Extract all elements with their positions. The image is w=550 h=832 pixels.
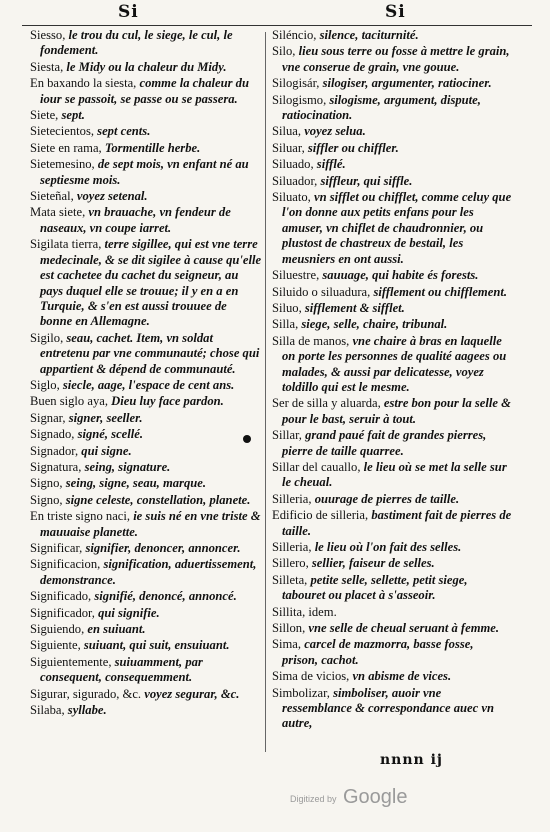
- entry-headword: Buen siglo aya,: [30, 394, 108, 409]
- entry-translation: sept.: [61, 108, 85, 123]
- entry-translation: qui signe.: [81, 443, 132, 458]
- running-head-left: Si: [118, 2, 139, 22]
- dictionary-entry: [272, 686, 512, 732]
- entry-translation: vn brauache, vn fendeur de naseaux, vn coupe iarret.: [40, 205, 231, 235]
- dictionary-entry: [272, 76, 512, 91]
- entry-headword: Silla de manos,: [272, 333, 350, 348]
- entry-headword: Silaba,: [30, 703, 65, 718]
- dictionary-entry: [272, 157, 512, 172]
- entry-headword: Silogismo,: [272, 92, 327, 107]
- entry-translation: siffleur, qui siffle.: [320, 173, 413, 188]
- dictionary-entry: [272, 508, 512, 539]
- dictionary-entry: [272, 174, 512, 189]
- entry-headword: Sigurar, sigurado, &c.: [30, 686, 142, 701]
- dictionary-entry: [30, 589, 262, 604]
- dictionary-entry: [30, 509, 262, 540]
- entry-translation: ie suis né en vne triste & mauuaise planette.: [40, 509, 261, 539]
- dictionary-entry: [30, 124, 262, 139]
- entry-translation: silogiser, argumenter, ratiociner.: [322, 76, 492, 91]
- dictionary-entry: [30, 638, 262, 653]
- entry-translation: Dieu luy face pardon.: [111, 394, 224, 409]
- entry-translation: suiuant, qui suit, ensuiuant.: [83, 638, 230, 653]
- dictionary-entry: [30, 557, 262, 588]
- dictionary-entry: [272, 428, 512, 459]
- dictionary-entry: [30, 331, 262, 377]
- signature-mark: nnnn ij: [380, 752, 443, 768]
- entry-headword: Siluo,: [272, 300, 302, 315]
- entry-translation: ouurage de pierres de taille.: [314, 491, 460, 506]
- entry-translation: sifflé.: [316, 157, 346, 172]
- entry-translation: lieu sous terre ou fosse à mettre le grain, vne conserue de grain, vne gouue.: [282, 44, 510, 74]
- entry-translation: le trou du cul, le siege, le cul, le fondement.: [40, 28, 233, 58]
- entry-headword: Sima,: [272, 637, 302, 652]
- entry-headword: Sietemesino,: [30, 157, 95, 172]
- entry-translation: estre bon pour la selle & pour le bast, seruir à tout.: [282, 396, 511, 426]
- header-rule: [22, 25, 532, 26]
- entry-headword: Sillita, idem.: [272, 604, 337, 619]
- entry-headword: Siluestre,: [272, 268, 320, 283]
- entry-translation: silogisme, argument, dispute, ratiocination.: [282, 92, 481, 123]
- dictionary-entry: [30, 493, 262, 508]
- entry-translation: signifier, denoncer, annoncer.: [85, 541, 241, 555]
- entry-headword: Siluador,: [272, 173, 318, 188]
- dictionary-entry: [30, 394, 262, 409]
- entry-translation: syllabe.: [67, 703, 107, 718]
- dictionary-entry: [272, 285, 512, 300]
- dictionary-entry: [30, 427, 262, 442]
- entry-headword: Sillar del cauallo,: [272, 459, 361, 474]
- entry-translation: signé, scellé.: [77, 427, 143, 442]
- entry-headword: Siete en rama,: [30, 140, 102, 155]
- dictionary-entry: [272, 44, 512, 75]
- entry-headword: Significacion,: [30, 557, 101, 572]
- dictionary-entry: [30, 606, 262, 621]
- entry-headword: Silleria,: [272, 491, 312, 506]
- dictionary-entry: [272, 93, 512, 124]
- entry-translation: vn abisme de vices.: [352, 669, 452, 684]
- entry-translation: siege, selle, chaire, tribunal.: [301, 317, 448, 332]
- entry-headword: Siluato,: [272, 190, 311, 205]
- entry-translation: le lieu où l'on fait des selles.: [314, 540, 462, 554]
- entry-translation: en suiuant.: [87, 622, 146, 637]
- entry-translation: le Midy ou la chaleur du Midy.: [66, 59, 227, 74]
- entry-translation: vn sifflet ou chifflet, comme celuy que l'on donne aux petits enfans pour les amuser, vn chiflet de chaudronnier, ou plustost de chastreux de bestail, les meusniers en ont aussi.: [282, 190, 512, 266]
- dictionary-entry: [272, 396, 512, 427]
- entry-headword: Edificio de silleria,: [272, 508, 369, 523]
- dictionary-entry: [272, 637, 512, 668]
- entry-headword: Signar,: [30, 410, 66, 425]
- right-column: [272, 28, 512, 733]
- dictionary-entry: [30, 622, 262, 637]
- entry-translation: terre sigillee, qui est vne terre medecinale, & se dit sigilee à cause qu'elle est cachetee du cachet du seigneur, au pays duquel elle se trouue; il y en a en Turquie, & s'en est aussi trouuee de bonne en Allemagne.: [40, 237, 262, 329]
- entry-translation: sauuage, qui habite és forests.: [322, 268, 479, 283]
- entry-translation: sept cents.: [97, 124, 151, 139]
- entry-translation: petite selle, sellette, petit siege, tabouret ou placet à s'asseoir.: [282, 572, 468, 603]
- entry-translation: silence, taciturnité.: [319, 28, 419, 42]
- entry-headword: Significar,: [30, 541, 83, 555]
- entry-headword: Siluido o siluadura,: [272, 284, 371, 299]
- dictionary-entry: [272, 334, 512, 396]
- entry-translation: seau, cachet. Item, vn soldat entretenu par vne communauté; chose qui appartient & dépend de communauté.: [40, 330, 260, 376]
- entry-headword: Sima de vicios,: [272, 669, 350, 684]
- entry-headword: Siglo,: [30, 377, 60, 392]
- entry-headword: Silleta,: [272, 572, 308, 587]
- dictionary-entry: [30, 460, 262, 475]
- dictionary-entry: [272, 317, 512, 332]
- dictionary-entry: [272, 28, 512, 43]
- entry-translation: le lieu où se met la selle sur le cheual.: [282, 459, 507, 490]
- entry-translation: Tormentille herbe.: [104, 140, 201, 155]
- left-column: [30, 28, 262, 719]
- entry-translation: sellier, faiseur de selles.: [311, 556, 435, 571]
- entry-headword: Mata siete,: [30, 205, 86, 220]
- entry-headword: En baxando la siesta,: [30, 76, 137, 91]
- dictionary-entry: [272, 621, 512, 636]
- entry-headword: Siluado,: [272, 157, 314, 172]
- entry-translation: comme la chaleur du iour se passoit, se passe ou se passera.: [40, 76, 249, 106]
- entry-headword: Sillero,: [272, 556, 309, 571]
- entry-translation: voyez selua.: [304, 124, 366, 139]
- dictionary-entry: [30, 205, 262, 236]
- entry-headword: Siesta,: [30, 59, 64, 74]
- entry-translation: seing, signature.: [84, 459, 171, 474]
- entry-translation: grand paué fait de grandes pierres, pierre de taille quarree.: [282, 428, 487, 458]
- dictionary-entry: [30, 444, 262, 459]
- entry-translation: signifié, denoncé, annoncé.: [94, 589, 237, 604]
- entry-translation: signe celeste, constellation, planete.: [65, 492, 251, 507]
- entry-translation: siecle, aage, l'espace de cent ans.: [62, 377, 235, 392]
- digitized-by-label: Digitized by: [290, 794, 337, 804]
- entry-translation: vne selle de cheual seruant à femme.: [308, 621, 500, 636]
- entry-translation: qui signifie.: [98, 605, 160, 620]
- dictionary-entry: [272, 460, 512, 491]
- dictionary-entry: [272, 605, 512, 620]
- dictionary-entry: [272, 492, 512, 507]
- entry-translation: simboliser, auoir vne ressemblance & correspondance auec vn autre,: [282, 685, 494, 731]
- dictionary-entry: [30, 703, 262, 718]
- dictionary-entry: [30, 60, 262, 75]
- column-divider: [265, 32, 266, 752]
- dictionary-entry: [272, 556, 512, 571]
- dictionary-entry: [30, 655, 262, 686]
- dictionary-entry: [30, 76, 262, 107]
- dictionary-entry: [272, 124, 512, 139]
- google-watermark-logo: Google: [343, 786, 408, 808]
- entry-translation: de sept mois, vn enfant né au septiesme mois.: [40, 157, 249, 187]
- entry-headword: Silla,: [272, 317, 299, 332]
- dictionary-entry: [272, 573, 512, 604]
- dictionary-entry: [30, 378, 262, 393]
- entry-headword: Signo,: [30, 492, 63, 507]
- dictionary-entry: [272, 190, 512, 267]
- entry-headword: Significado,: [30, 589, 92, 604]
- entry-translation: vne chaire à bras en laquelle on porte les personnes de qualité aagees ou malades, & aussi par delicatesse, voyez toldillo qui est le mesme.: [282, 333, 507, 394]
- dictionary-entry: [30, 108, 262, 123]
- dictionary-entry: [30, 141, 262, 156]
- entry-headword: Signador,: [30, 443, 79, 458]
- entry-headword: Siléncio,: [272, 28, 317, 42]
- dictionary-entry: [30, 237, 262, 329]
- entry-headword: Siete,: [30, 108, 59, 123]
- dictionary-entry: [272, 540, 512, 555]
- ink-blot: [243, 435, 251, 443]
- entry-translation: sifflement & sifflet.: [304, 300, 405, 315]
- dictionary-entry: [272, 669, 512, 684]
- entry-headword: En triste signo naci,: [30, 509, 131, 524]
- entry-headword: Signado,: [30, 427, 75, 442]
- entry-headword: Sieteñal,: [30, 189, 74, 204]
- dictionary-entry: [30, 189, 262, 204]
- dictionary-entry: [272, 268, 512, 283]
- entry-headword: Ser de silla y aluarda,: [272, 396, 381, 411]
- entry-headword: Signo,: [30, 476, 63, 491]
- entry-headword: Sigilata tierra,: [30, 237, 102, 252]
- entry-translation: suiuamment, par consequent, consequemment.: [40, 654, 203, 685]
- entry-headword: Silogisár,: [272, 76, 320, 91]
- entry-translation: voyez setenal.: [76, 189, 148, 204]
- entry-translation: carcel de mazmorra, basse fosse, prison, cachot.: [282, 637, 474, 667]
- entry-headword: Sietecientos,: [30, 124, 95, 139]
- entry-headword: Sigilo,: [30, 330, 64, 345]
- entry-headword: Siguientemente,: [30, 654, 112, 669]
- entry-headword: Siesso,: [30, 28, 66, 42]
- entry-translation: signification, aduertissement, demonstrance.: [40, 557, 257, 587]
- entry-translation: signer, seeller.: [68, 410, 143, 425]
- entry-headword: Sillar,: [272, 428, 302, 443]
- entry-translation: siffler ou chiffler.: [307, 140, 399, 155]
- dictionary-entry: [30, 541, 262, 556]
- entry-translation: sifflement ou chifflement.: [373, 284, 507, 299]
- entry-headword: Siluar,: [272, 140, 305, 155]
- entry-headword: Simbolizar,: [272, 685, 330, 700]
- dictionary-entry: [272, 301, 512, 316]
- entry-headword: Significador,: [30, 605, 95, 620]
- entry-headword: Siguiendo,: [30, 622, 85, 637]
- dictionary-entry: [30, 687, 262, 702]
- entry-translation: bastiment fait de pierres de taille.: [282, 508, 512, 538]
- entry-headword: Siguiente,: [30, 638, 81, 653]
- entry-headword: Signatura,: [30, 459, 82, 474]
- entry-headword: Silo,: [272, 44, 296, 59]
- entry-headword: Sillon,: [272, 621, 306, 636]
- entry-translation: voyez segurar, &c.: [144, 686, 240, 701]
- running-head-right: Si: [385, 2, 406, 22]
- entry-translation: seing, signe, seau, marque.: [65, 476, 206, 491]
- dictionary-entry: [30, 411, 262, 426]
- entry-headword: Silua,: [272, 124, 302, 139]
- dictionary-entry: [30, 157, 262, 188]
- dictionary-entry: [272, 141, 512, 156]
- dictionary-entry: [30, 28, 262, 59]
- entry-headword: Silleria,: [272, 540, 312, 554]
- dictionary-entry: [30, 476, 262, 491]
